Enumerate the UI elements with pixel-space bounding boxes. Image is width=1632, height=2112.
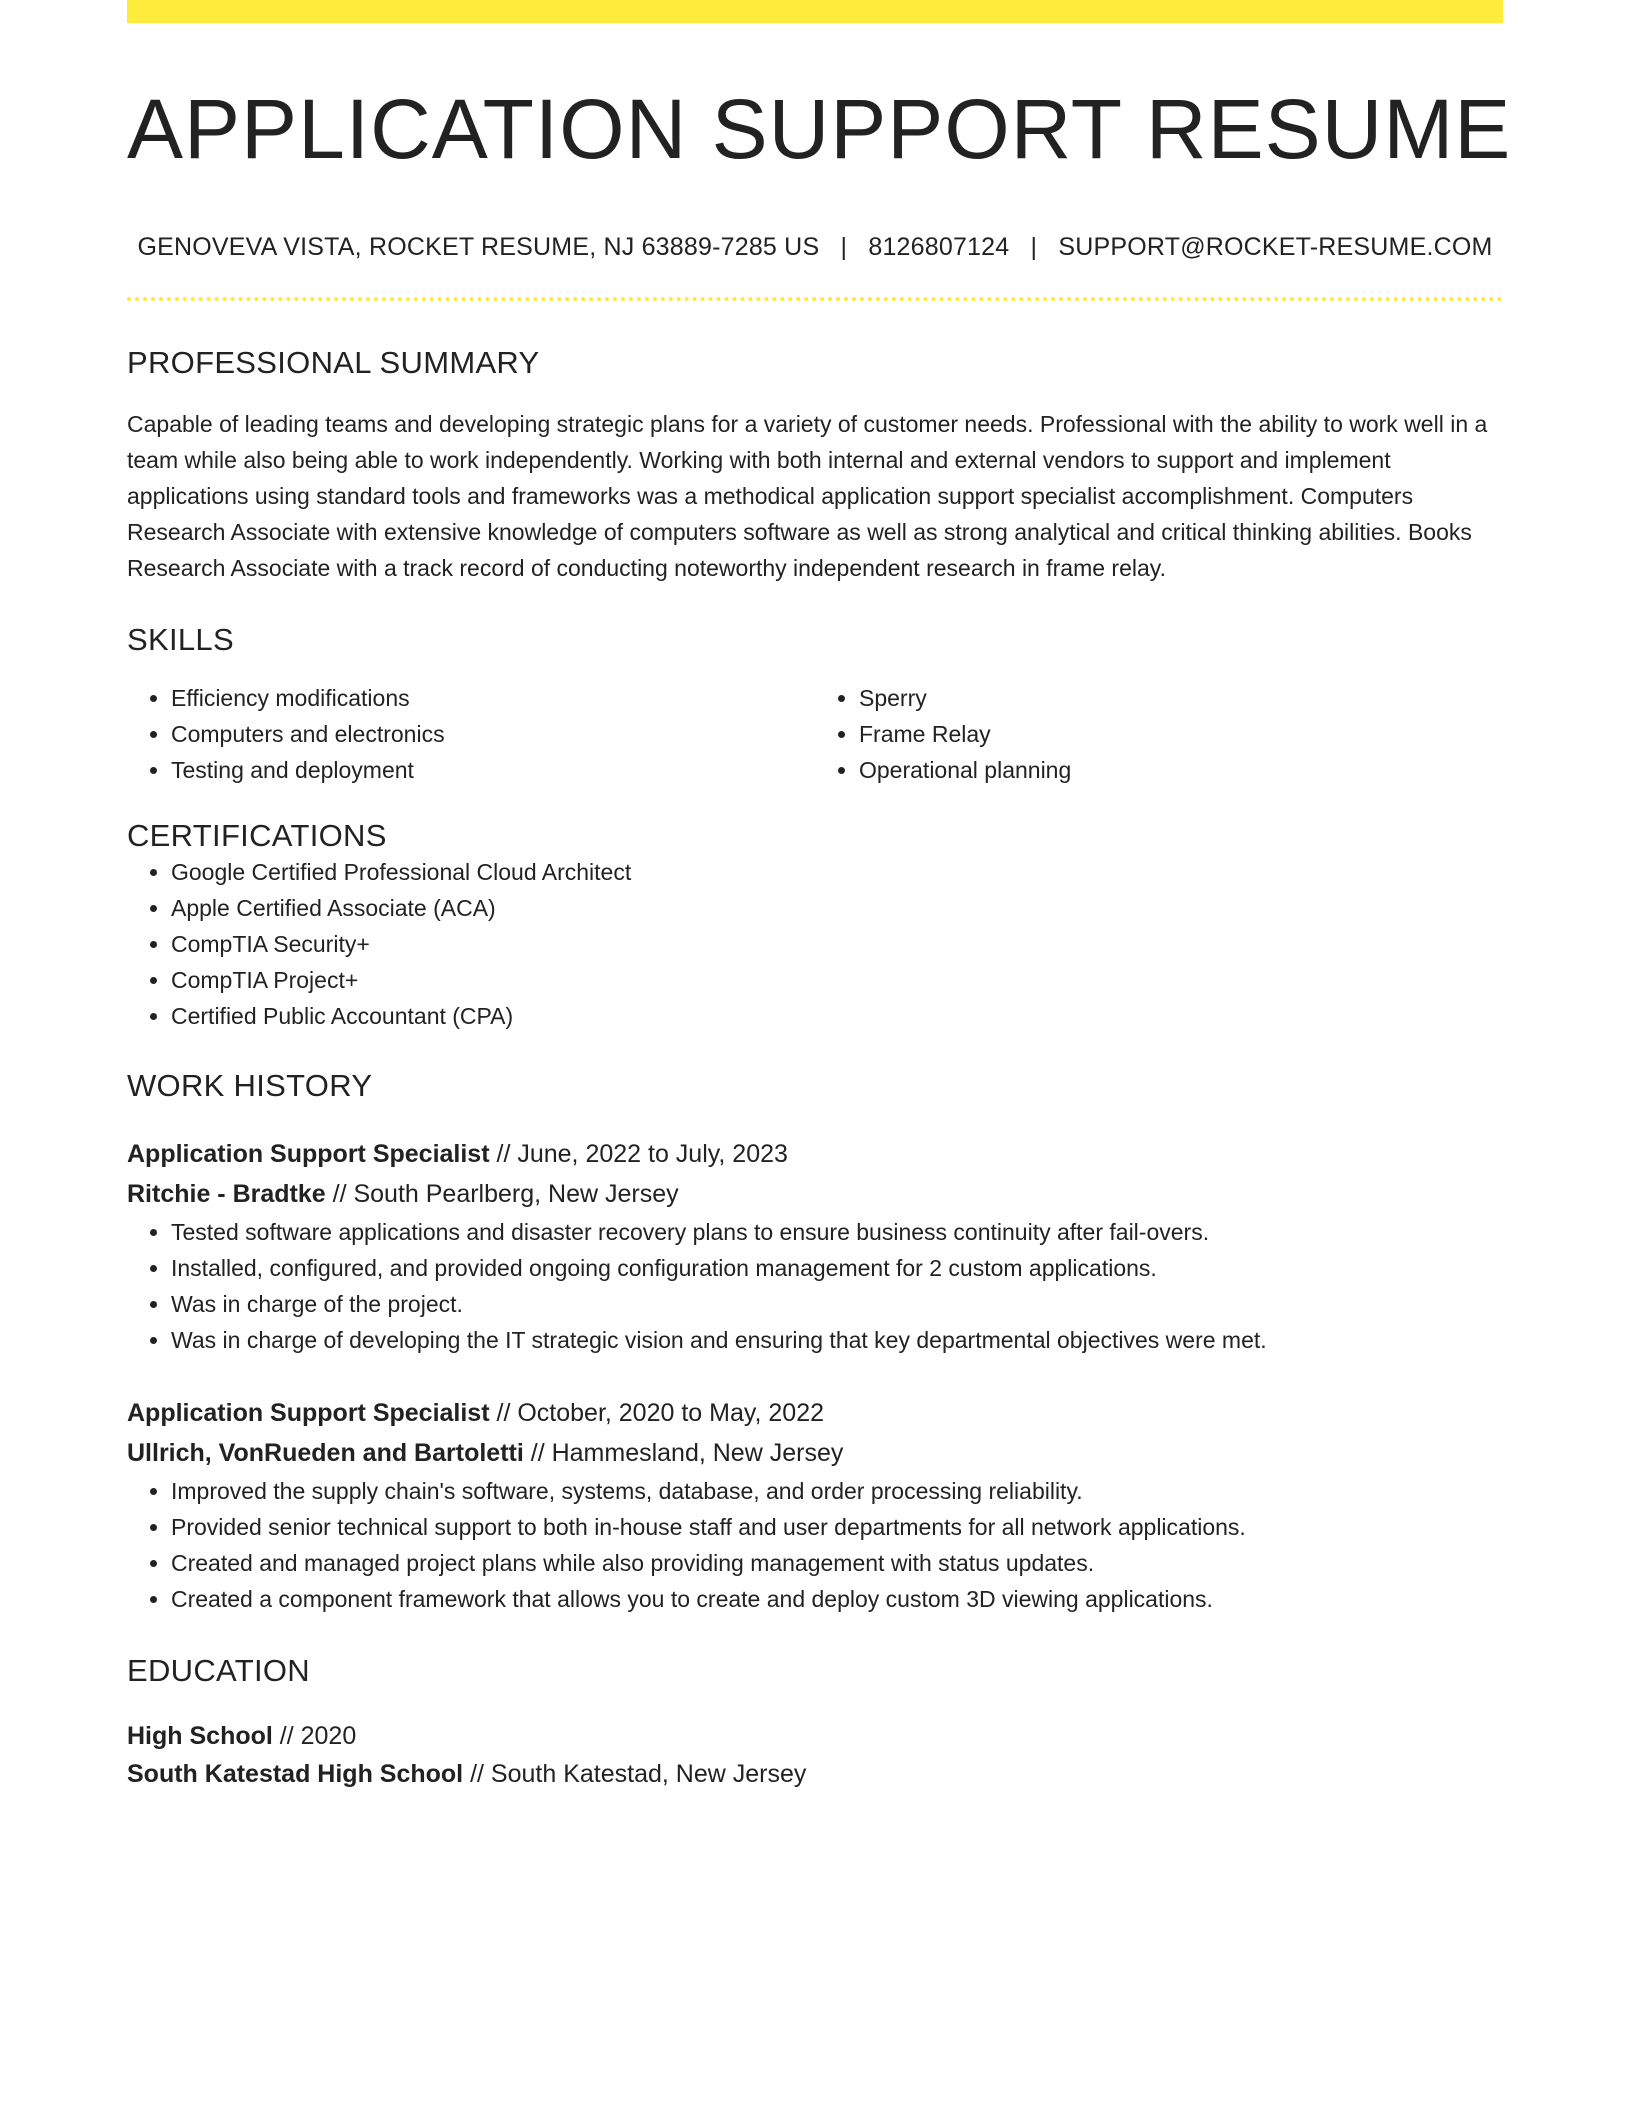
education-year: // 2020 bbox=[279, 1722, 357, 1751]
education-school: South Katestad High School bbox=[127, 1760, 464, 1789]
education-school-line bbox=[127, 1755, 1503, 1793]
skill-item: • Sperry bbox=[859, 680, 1503, 716]
job-company-line bbox=[127, 1433, 1503, 1473]
job-title-line bbox=[127, 1134, 1503, 1174]
job-title-line bbox=[127, 1393, 1503, 1433]
skill-item: • Frame Relay bbox=[859, 716, 1503, 752]
job-company-line bbox=[127, 1174, 1503, 1214]
job-duty: • Installed, configured, and provided ongoing configuration management for 2 custom applications. bbox=[171, 1250, 1503, 1286]
contact-separator: | bbox=[840, 233, 848, 262]
contact-info bbox=[127, 233, 1503, 262]
header-divider bbox=[127, 297, 1503, 301]
certifications-list bbox=[127, 854, 1503, 1034]
job-duties-list bbox=[127, 1473, 1503, 1617]
job-dates: // October, 2020 to May, 2022 bbox=[496, 1399, 825, 1428]
skills-column-left bbox=[127, 680, 815, 788]
summary-text: Capable of leading teams and developing strategic plans for a variety of customer needs. Professional with the ability to work well in a team while also being able to work independently. Working with both internal and external vendors to support and implement applications using standard tools and frameworks was a methodical application support specialist accomplishment. Computers Research Associate with extensive knowledge of computers software as well as strong analytical and critical thinking abilities. Books Research Associate with a track record of conducting noteworthy independent research in frame relay. bbox=[127, 411, 1488, 582]
skill-item: • Efficiency modifications bbox=[171, 680, 815, 716]
job-location: // South Pearlberg, New Jersey bbox=[332, 1180, 679, 1209]
contact-email: SUPPORT@ROCKET-RESUME.COM bbox=[1058, 233, 1493, 262]
education-heading: EDUCATION bbox=[127, 1653, 310, 1689]
job-entry bbox=[127, 1134, 1503, 1358]
resume-title: APPLICATION SUPPORT RESUME bbox=[127, 82, 1512, 176]
skills-heading: SKILLS bbox=[127, 622, 234, 658]
job-dates: // June, 2022 to July, 2023 bbox=[496, 1140, 788, 1169]
skill-item: • Testing and deployment bbox=[171, 752, 815, 788]
job-duty: • Tested software applications and disaster recovery plans to ensure business continuity after fail-overs. bbox=[171, 1214, 1503, 1250]
education-degree: High School bbox=[127, 1722, 273, 1751]
job-entry bbox=[127, 1393, 1503, 1617]
job-duties-list bbox=[127, 1214, 1503, 1358]
work-history-heading: WORK HISTORY bbox=[127, 1068, 373, 1104]
contact-separator: | bbox=[1030, 233, 1038, 262]
job-title: Application Support Specialist bbox=[127, 1140, 490, 1169]
job-duty: • Was in charge of developing the IT strategic vision and ensuring that key departmental objectives were met. bbox=[171, 1322, 1503, 1358]
certifications-heading: CERTIFICATIONS bbox=[127, 818, 387, 854]
accent-bar bbox=[127, 0, 1503, 23]
skills-column-right bbox=[815, 680, 1503, 788]
job-company: Ullrich, VonRueden and Bartoletti bbox=[127, 1439, 524, 1468]
resume-page bbox=[127, 0, 1512, 1793]
certification-item: • Apple Certified Associate (ACA) bbox=[171, 890, 1503, 926]
contact-phone: 8126807124 bbox=[868, 233, 1010, 262]
job-title: Application Support Specialist bbox=[127, 1399, 490, 1428]
education-degree-line bbox=[127, 1717, 1503, 1755]
job-duty: • Provided senior technical support to both in-house staff and user departments for all network applications. bbox=[171, 1509, 1503, 1545]
contact-address: GENOVEVA VISTA, ROCKET RESUME, NJ 63889-7285 US bbox=[137, 233, 820, 262]
education-location: // South Katestad, New Jersey bbox=[470, 1760, 807, 1789]
education-entry bbox=[127, 1717, 1503, 1793]
job-duty: • Created a component framework that allows you to create and deploy custom 3D viewing applications. bbox=[171, 1581, 1503, 1617]
skills-list bbox=[127, 680, 1503, 788]
certification-item: • CompTIA Security+ bbox=[171, 926, 1503, 962]
certification-item: • CompTIA Project+ bbox=[171, 962, 1503, 998]
summary-heading: PROFESSIONAL SUMMARY bbox=[127, 345, 540, 381]
job-duty: • Improved the supply chain's software, systems, database, and order processing reliability. bbox=[171, 1473, 1503, 1509]
job-location: // Hammesland, New Jersey bbox=[530, 1439, 844, 1468]
job-company: Ritchie - Bradtke bbox=[127, 1180, 326, 1209]
certification-item: • Google Certified Professional Cloud Architect bbox=[171, 854, 1503, 890]
certification-item: • Certified Public Accountant (CPA) bbox=[171, 998, 1503, 1034]
job-duty: • Was in charge of the project. bbox=[171, 1286, 1503, 1322]
skill-item: • Operational planning bbox=[859, 752, 1503, 788]
job-duty: • Created and managed project plans while also providing management with status updates. bbox=[171, 1545, 1503, 1581]
skill-item: • Computers and electronics bbox=[171, 716, 815, 752]
